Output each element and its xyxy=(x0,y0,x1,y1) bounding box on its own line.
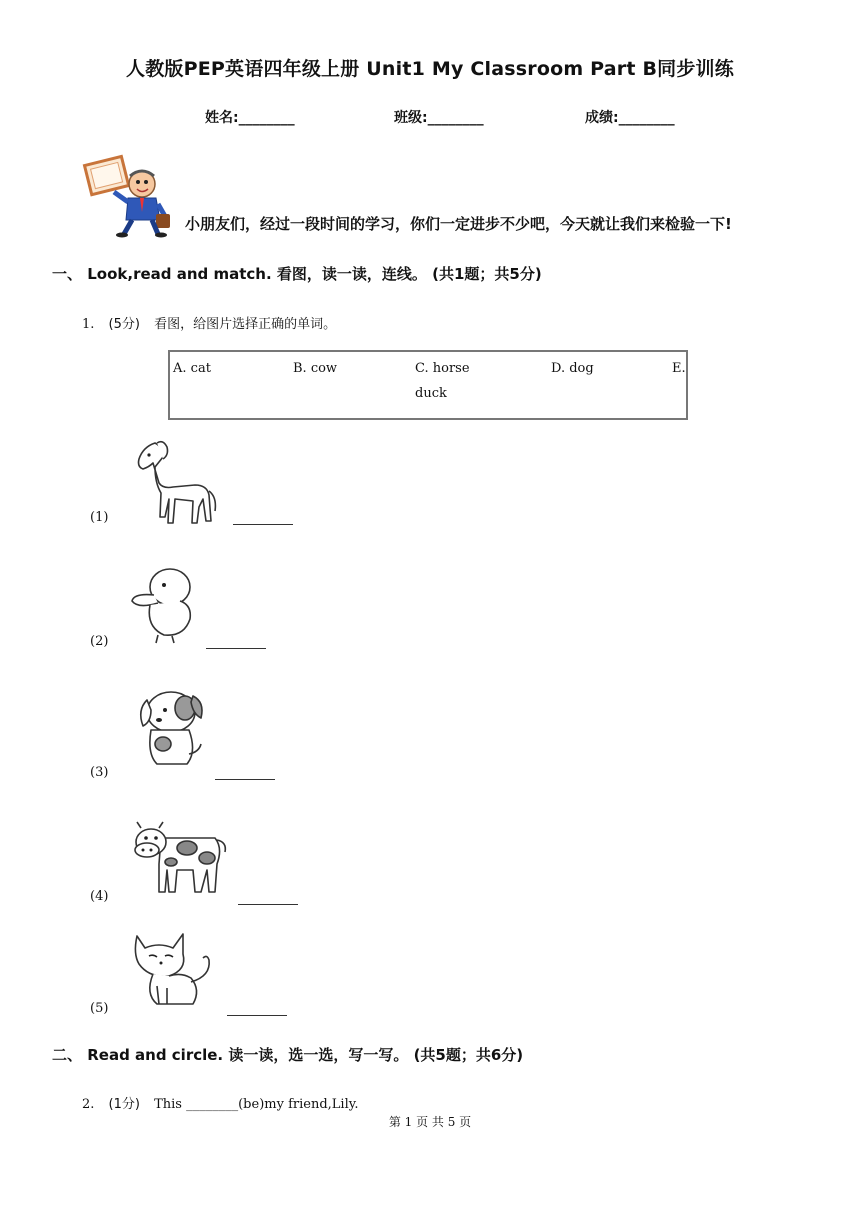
cat-icon xyxy=(131,930,217,1008)
teacher-mascot-icon xyxy=(84,152,179,237)
question-points: (1分) xyxy=(108,1097,140,1112)
item-5-answer-blank[interactable] xyxy=(227,1015,287,1016)
option-e-word: duck xyxy=(415,386,447,401)
question-instruction: 看图，给图片选择正确的单词。 xyxy=(154,317,337,332)
option-a: A. cat xyxy=(173,361,211,376)
option-c: C. horse xyxy=(415,361,470,376)
item-5-label: (5) xyxy=(90,1001,109,1016)
option-e-key: E. xyxy=(672,361,686,376)
item-2-label: (2) xyxy=(90,634,109,649)
item-4-label: (4) xyxy=(90,889,109,904)
question-number: 2. xyxy=(82,1097,95,1112)
dog-icon xyxy=(137,688,207,770)
page-title: 人教版PEP英语四年级上册 Unit1 My Classroom Part B同步训练 xyxy=(126,58,734,80)
class-field-label: 班级:________ xyxy=(394,110,484,126)
item-4-answer-blank[interactable] xyxy=(238,904,298,905)
score-field-label: 成绩:________ xyxy=(585,110,675,126)
item-3-label: (3) xyxy=(90,765,109,780)
item-1-answer-blank[interactable] xyxy=(233,524,293,525)
item-3-answer-blank[interactable] xyxy=(215,779,275,780)
question-number: 1. xyxy=(82,317,95,332)
item-2-answer-blank[interactable] xyxy=(206,648,266,649)
section-1-heading: 一、 Look,read and match. 看图，读一读，连线。 (共1题；共5分) xyxy=(52,265,542,283)
greeting-text: 小朋友们，经过一段时间的学习，你们一定进步不少吧，今天就让我们来检验一下! xyxy=(185,215,732,233)
question-points: (5分) xyxy=(108,317,140,332)
horse-icon xyxy=(133,437,219,527)
page-footer: 第 1 页 共 5 页 xyxy=(388,1115,472,1129)
item-1-label: (1) xyxy=(90,510,109,525)
option-d: D. dog xyxy=(551,361,594,376)
choices-box xyxy=(168,350,688,420)
section-2-heading: 二、 Read and circle. 读一读，选一选，写一写。 (共5题；共6分) xyxy=(52,1046,524,1064)
name-field-label: 姓名:________ xyxy=(205,110,295,126)
question-text: This ________(be)my friend,Lily. xyxy=(154,1097,359,1112)
cow-icon xyxy=(131,818,229,896)
question-1-header xyxy=(82,313,336,332)
option-b: B. cow xyxy=(293,361,338,376)
duck-icon xyxy=(128,565,198,645)
question-2 xyxy=(82,1093,358,1112)
